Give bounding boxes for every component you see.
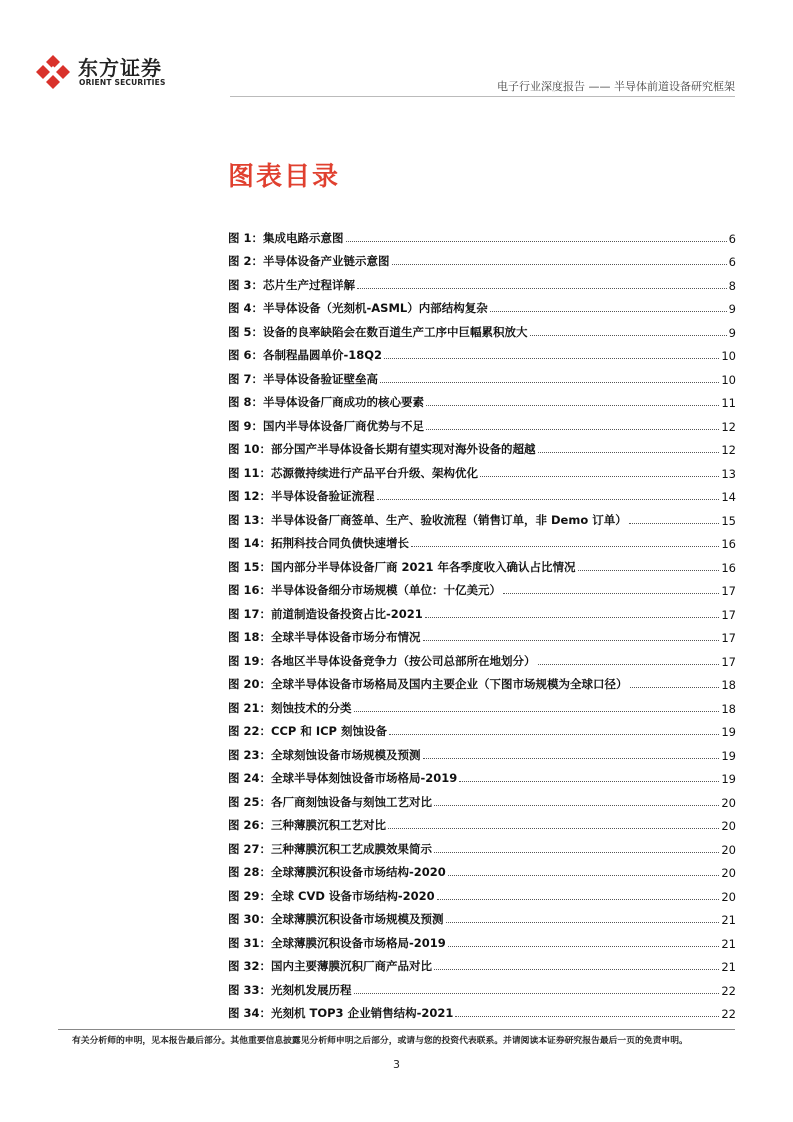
- toc-entry-label: 图 19：各地区半导体设备竞争力（按公司总部所在地划分）: [228, 653, 536, 668]
- toc-entry-page: 16: [721, 560, 736, 575]
- toc-dot-leader: [629, 523, 720, 524]
- toc-entry-label: 图 2：半导体设备产业链示意图: [228, 254, 390, 268]
- toc-entry[interactable]: [228, 340, 736, 364]
- toc-entry-page: 19: [721, 725, 736, 739]
- toc-entry-page: 15: [721, 513, 736, 528]
- toc-entry-label: 图 29：全球 CVD 设备市场结构-2020: [228, 888, 435, 903]
- toc-dot-leader: [392, 264, 727, 265]
- toc-entry-label: 图 26：三种薄膜沉积工艺对比: [228, 818, 387, 832]
- toc-dot-leader: [446, 922, 720, 923]
- header-divider: [230, 96, 735, 97]
- toc-entry-label: 图 27：三种薄膜沉积工艺成膜效果简示: [228, 841, 433, 856]
- toc-entry[interactable]: [228, 387, 736, 411]
- toc-dot-leader: [480, 476, 719, 477]
- toc-entry-page: 22: [721, 1007, 736, 1021]
- toc-entry[interactable]: [228, 645, 736, 669]
- toc-entry-label: 图 33：光刻机发展历程: [228, 982, 352, 997]
- toc-entry-page: 21: [721, 960, 736, 974]
- toc-dot-leader: [434, 805, 719, 806]
- toc-entry[interactable]: [228, 246, 736, 270]
- toc-dot-leader: [630, 687, 720, 688]
- toc-entry-page: 9: [728, 325, 736, 340]
- toc-dot-leader: [389, 734, 719, 735]
- toc-entry[interactable]: [228, 716, 736, 740]
- footer-divider: [58, 1029, 735, 1030]
- toc-entry-label: 图 24：全球半导体刻蚀设备市场格局-2019: [228, 771, 458, 785]
- toc-dot-leader: [578, 570, 720, 571]
- toc-entry-label: 图 22：CCP 和 ICP 刻蚀设备: [228, 724, 387, 738]
- toc-list: [228, 222, 736, 1021]
- toc-entry[interactable]: [228, 434, 736, 458]
- toc-entry-label: 图 32：国内主要薄膜沉积厂商产品对比: [228, 959, 433, 973]
- toc-entry-page: 20: [721, 842, 736, 857]
- toc-entry-label: 图 5：设备的良率缺陷会在数百道生产工序中巨幅累积放大: [228, 324, 528, 339]
- toc-entry-label: 图 30：全球薄膜沉积设备市场规模及预测: [228, 912, 444, 926]
- toc-entry[interactable]: [228, 951, 736, 975]
- toc-dot-leader: [538, 452, 720, 453]
- page-header: [0, 0, 793, 100]
- toc-entry-page: 20: [721, 795, 736, 810]
- toc-entry-label: 图 6：各制程晶圆单价-18Q2: [228, 348, 383, 362]
- toc-entry-page: 12: [721, 443, 736, 457]
- toc-entry-label: 图 3：芯片生产过程详解: [228, 277, 356, 292]
- toc-entry[interactable]: [228, 363, 736, 387]
- toc-entry[interactable]: [228, 786, 736, 810]
- toc-entry-label: 图 10：部分国产半导体设备长期有望实现对海外设备的超越: [228, 442, 536, 456]
- toc-dot-leader: [357, 288, 727, 289]
- disclaimer-text: 有关分析师的申明，见本报告最后部分。其他重要信息披露见分析师申明之后部分，或请与您的投资代表联系。并请阅读本证券研究报告最后一页的免责申明。: [72, 1036, 688, 1046]
- toc-entry-label: 图 1：集成电路示意图: [228, 230, 344, 245]
- toc-entry-page: 12: [721, 419, 736, 434]
- toc-dot-leader: [538, 664, 720, 665]
- toc-dot-leader: [423, 758, 720, 759]
- toc-entry-page: 19: [721, 772, 736, 786]
- toc-entry[interactable]: [228, 739, 736, 763]
- toc-entry[interactable]: [228, 857, 736, 881]
- logo-text-cn: 东方证券: [78, 56, 162, 80]
- toc-dot-leader: [448, 946, 720, 947]
- toc-dot-leader: [423, 640, 720, 641]
- toc-entry[interactable]: [228, 551, 736, 575]
- toc-dot-leader: [448, 875, 720, 876]
- toc-entry-page: 21: [721, 913, 736, 927]
- toc-entry-label: 图 9：国内半导体设备厂商优势与不足: [228, 418, 425, 433]
- toc-entry-page: 21: [721, 936, 736, 951]
- toc-entry[interactable]: [228, 622, 736, 646]
- toc-entry[interactable]: [228, 457, 736, 481]
- toc-entry-page: 11: [721, 396, 736, 410]
- toc-entry-page: 18: [721, 701, 736, 716]
- toc-entry-page: 14: [721, 490, 736, 504]
- toc-entry[interactable]: [228, 669, 736, 693]
- toc-dot-leader: [425, 617, 720, 618]
- toc-entry-page: 19: [721, 748, 736, 763]
- toc-dot-leader: [530, 335, 727, 336]
- toc-dot-leader: [384, 358, 719, 359]
- toc-entry-page: 17: [721, 584, 736, 598]
- toc-entry-page: 18: [721, 678, 736, 692]
- toc-entry-page: 6: [728, 255, 736, 269]
- toc-entry[interactable]: [228, 222, 736, 246]
- toc-entry-label: 图 16：半导体设备细分市场规模（单位：十亿美元）: [228, 583, 502, 597]
- toc-entry[interactable]: [228, 998, 736, 1022]
- toc-entry-label: 图 13：半导体设备厂商签单、生产、验收流程（销售订单，非 Demo 订单）: [228, 512, 627, 527]
- toc-entry[interactable]: [228, 293, 736, 317]
- toc-entry-label: 图 14：拓荆科技合同负债快速增长: [228, 536, 410, 550]
- toc-entry-page: 17: [721, 654, 736, 669]
- toc-dot-leader: [434, 969, 719, 970]
- toc-entry[interactable]: [228, 810, 736, 834]
- toc-entry[interactable]: [228, 927, 736, 951]
- toc-entry-label: 图 18：全球半导体设备市场分布情况: [228, 630, 421, 644]
- toc-entry[interactable]: [228, 481, 736, 505]
- toc-entry-page: 13: [721, 466, 736, 481]
- toc-entry-label: 图 17：前道制造设备投资占比-2021: [228, 606, 423, 621]
- toc-dot-leader: [434, 852, 719, 853]
- toc-entry[interactable]: [228, 575, 736, 599]
- toc-entry-page: 17: [721, 607, 736, 622]
- page-number: 3: [393, 1058, 400, 1071]
- toc-dot-leader: [459, 781, 719, 782]
- toc-dot-leader: [426, 405, 719, 406]
- toc-entry-page: 6: [728, 231, 736, 246]
- toc-entry-page: 20: [721, 866, 736, 880]
- toc-entry[interactable]: [228, 692, 736, 716]
- toc-dot-leader: [380, 382, 719, 383]
- toc-entry[interactable]: [228, 528, 736, 552]
- toc-entry[interactable]: [228, 504, 736, 528]
- toc-entry[interactable]: [228, 316, 736, 340]
- toc-entry-label: 图 15：国内部分半导体设备厂商 2021 年各季度收入确认占比情况: [228, 559, 576, 574]
- toc-entry-label: 图 20：全球半导体设备市场格局及国内主要企业（下图市场规模为全球口径）: [228, 677, 628, 691]
- toc-dot-leader: [411, 546, 719, 547]
- toc-entry-page: 10: [721, 372, 736, 387]
- toc-entry-label: 图 28：全球薄膜沉积设备市场结构-2020: [228, 865, 446, 879]
- toc-entry[interactable]: [228, 833, 736, 857]
- logo-text-en: ORIENT SECURITIES: [79, 78, 166, 87]
- toc-dot-leader: [388, 828, 719, 829]
- toc-entry[interactable]: [228, 904, 736, 928]
- toc-entry-page: 17: [721, 631, 736, 645]
- toc-entry-label: 图 31：全球薄膜沉积设备市场格局-2019: [228, 935, 446, 950]
- toc-entry-page: 16: [721, 537, 736, 551]
- toc-dot-leader: [503, 593, 719, 594]
- toc-entry-label: 图 21：刻蚀技术的分类: [228, 700, 352, 715]
- toc-entry-label: 图 4：半导体设备（光刻机-ASML）内部结构复杂: [228, 301, 488, 315]
- orient-securities-logo-icon: [34, 53, 72, 89]
- toc-title: 图表目录: [228, 162, 341, 192]
- report-title: 电子行业深度报告 —— 半导体前道设备研究框架: [497, 80, 735, 93]
- toc-entry[interactable]: [228, 269, 736, 293]
- toc-entry-label: 图 25：各厂商刻蚀设备与刻蚀工艺对比: [228, 794, 433, 809]
- toc-entry-label: 图 11：芯源微持续进行产品平台升级、架构优化: [228, 465, 479, 480]
- toc-dot-leader: [354, 711, 720, 712]
- toc-entry-page: 20: [721, 889, 736, 904]
- toc-dot-leader: [490, 311, 727, 312]
- toc-entry[interactable]: [228, 598, 736, 622]
- toc-entry-label: 图 34：光刻机 TOP3 企业销售结构-2021: [228, 1006, 454, 1020]
- toc-entry[interactable]: [228, 974, 736, 998]
- toc-entry[interactable]: [228, 763, 736, 787]
- toc-entry-label: 图 12：半导体设备验证流程: [228, 489, 375, 503]
- toc-dot-leader: [426, 429, 719, 430]
- toc-dot-leader: [354, 993, 720, 994]
- toc-entry-label: 图 7：半导体设备验证壁垒高: [228, 371, 379, 386]
- toc-entry-page: 10: [721, 349, 736, 363]
- toc-entry-label: 图 8：半导体设备厂商成功的核心要素: [228, 395, 425, 409]
- toc-entry[interactable]: [228, 410, 736, 434]
- toc-entry-page: 22: [721, 983, 736, 998]
- toc-entry-page: 8: [728, 278, 736, 293]
- toc-entry-label: 图 23：全球刻蚀设备市场规模及预测: [228, 747, 421, 762]
- company-logo: [34, 52, 184, 92]
- toc-entry-page: 20: [721, 819, 736, 833]
- toc-entry-page: 9: [728, 302, 736, 316]
- toc-dot-leader: [377, 499, 720, 500]
- toc-dot-leader: [346, 241, 727, 242]
- toc-entry[interactable]: [228, 880, 736, 904]
- toc-dot-leader: [455, 1016, 719, 1017]
- toc-dot-leader: [437, 899, 720, 900]
